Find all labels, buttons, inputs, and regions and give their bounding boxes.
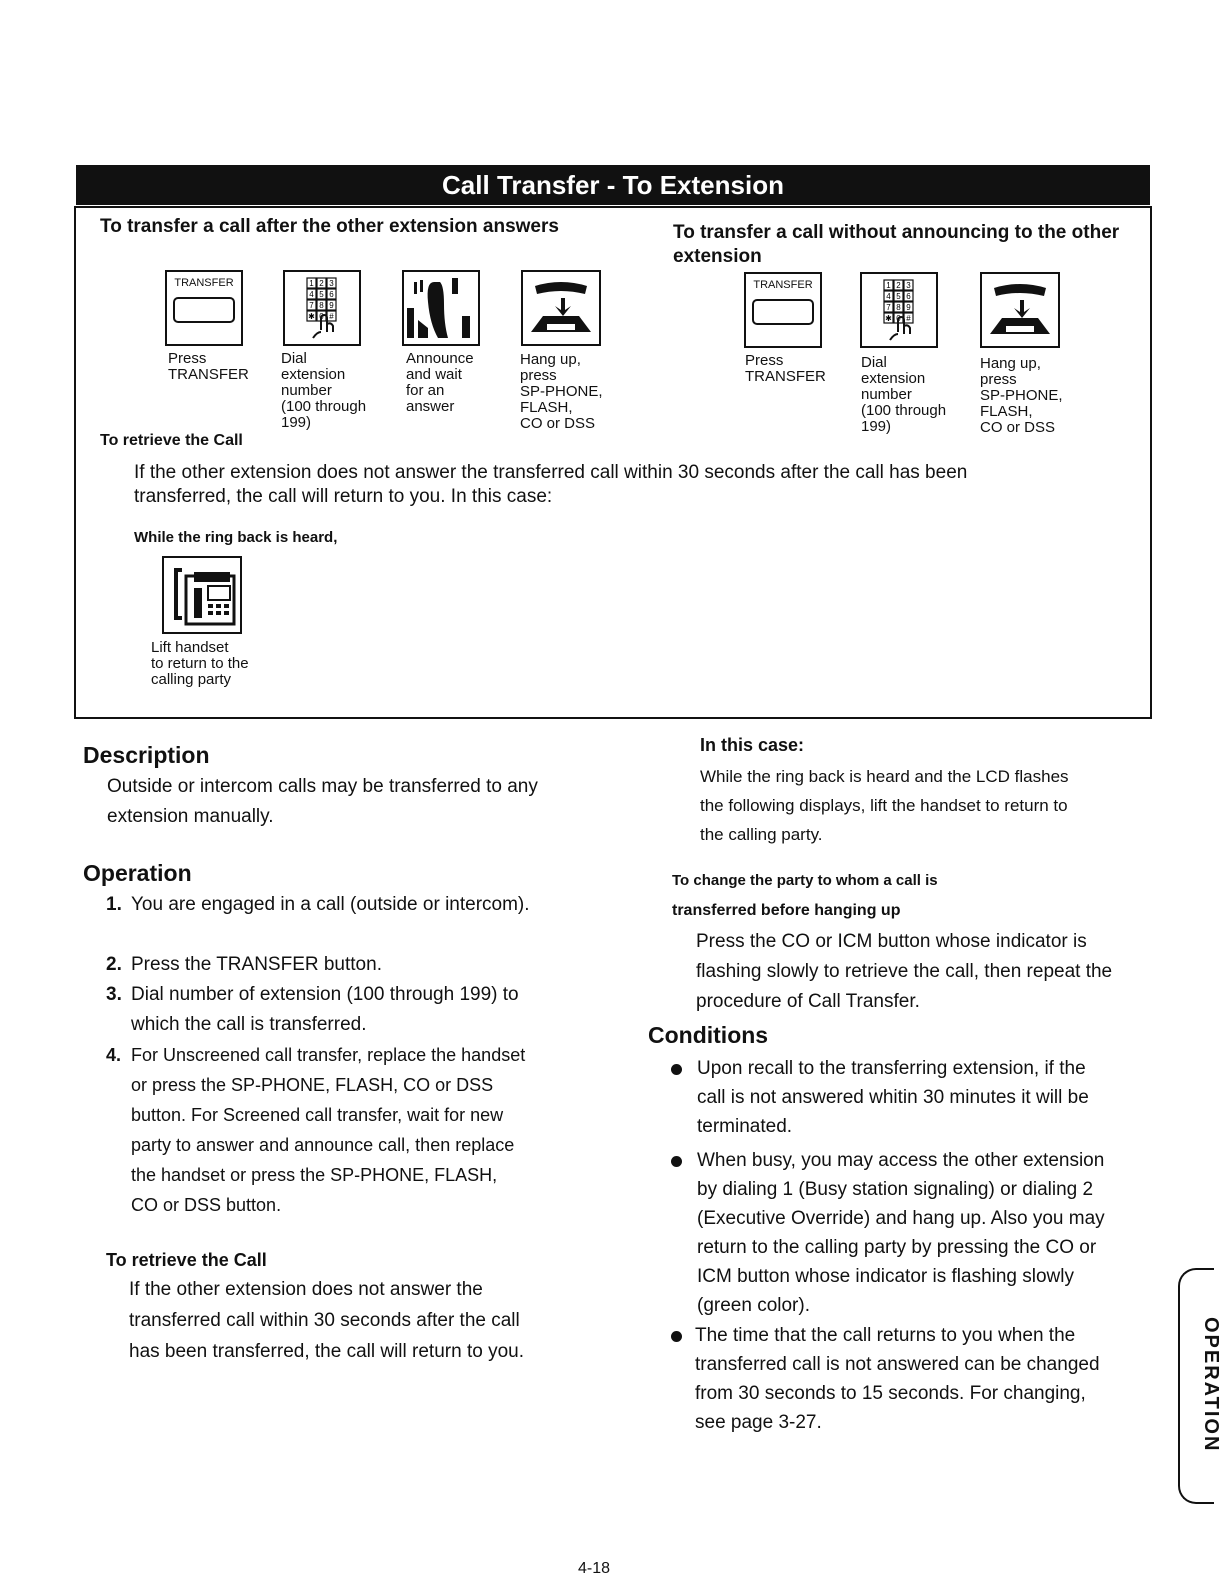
change-party-heading-2: transferred before hanging up	[672, 902, 901, 919]
item-text: For Unscreened call transfer, replace the handset or press the SP-PHONE, FLASH, CO or DSS button. For Screened call transfer, wait for new party to answer and announce call, then replace the handset or press the SP-PHONE, FLASH, CO or DSS button.	[131, 1045, 526, 1215]
hang-up-phone-icon	[521, 270, 601, 346]
keypad-key-label: #	[906, 314, 911, 323]
step-caption: Hang up, press SP-PHONE, FLASH, CO or DSS	[520, 351, 603, 432]
bullet-icon	[671, 1064, 682, 1075]
operation-item	[106, 950, 546, 980]
keypad-key-label: 6	[906, 292, 911, 301]
keypad-key-label: 5	[896, 292, 901, 301]
in-this-case-heading: In this case:	[700, 735, 805, 755]
lift-caption: Lift handset to return to the calling party	[151, 639, 249, 688]
keypad-key-label: 7	[309, 301, 314, 310]
condition-item: When busy, you may access the other extension by dialing 1 (Busy station signaling) or dialing 2 (Executive Override) and hang up. Also you may return to the calling party by pressing the CO or ICM button whose indicator is flashing slowly (green color).	[697, 1150, 1105, 1316]
operation-item	[106, 1040, 526, 1220]
conditions-heading: Conditions	[648, 1022, 769, 1048]
item-number: 4.	[106, 1045, 122, 1065]
keypad-key-label: 1	[309, 279, 314, 288]
retrieve-text: If the other extension does not answer the transferred call within 30 seconds after the call has been transferred, the call will return to you. In this case:	[134, 462, 968, 507]
step-caption: Press TRANSFER	[168, 350, 249, 383]
transfer-button-icon	[165, 270, 243, 346]
condition-item: The time that the call returns to you when the transferred call is not answered can be changed from 30 seconds to 15 seconds. For changing, see page 3-27.	[695, 1325, 1100, 1433]
keypad-key-label: 0	[319, 312, 324, 321]
item-number: 2.	[106, 954, 122, 975]
change-party-heading-1: To change the party to whom a call is	[672, 872, 938, 889]
step-caption: Hang up, press SP-PHONE, FLASH, CO or DSS	[980, 355, 1063, 436]
hang-up-phone-icon	[980, 272, 1060, 348]
keypad-key-label: 9	[329, 301, 334, 310]
keypad-key-label: 4	[886, 292, 891, 301]
left-procedure-heading: To transfer a call after the other extension answers	[100, 216, 559, 237]
page-number: 4-18	[578, 1560, 611, 1577]
description-heading: Description	[83, 742, 210, 768]
item-text: You are engaged in a call (outside or intercom).	[131, 894, 530, 915]
bullet-icon	[671, 1331, 682, 1342]
operation-retrieve-heading: To retrieve the Call	[106, 1250, 267, 1270]
step-caption: Dial extension number (100 through 199)	[861, 354, 947, 435]
item-text: Dial number of extension (100 through 199) to which the call is transferred.	[131, 984, 519, 1035]
step-caption: Press TRANSFER	[745, 352, 826, 385]
step-caption: Dial extension number (100 through 199)	[281, 350, 367, 431]
transfer-key-label: TRANSFER	[753, 279, 813, 291]
operation-item	[106, 980, 536, 1040]
keypad-key-label: 9	[906, 303, 911, 312]
keypad-key-label: ✱	[308, 312, 315, 321]
keypad-key-label: 8	[896, 303, 901, 312]
description-text: Outside or intercom calls may be transferred to any extension manually.	[107, 776, 538, 827]
keypad-key-label: #	[329, 312, 334, 321]
condition-item: Upon recall to the transferring extension, if the call is not answered whitin 30 minutes it will be terminated.	[697, 1058, 1089, 1137]
keypad-key-label: 0	[896, 314, 901, 323]
keypad-key-label: 8	[319, 301, 324, 310]
step-caption: Announce and wait for an answer	[406, 350, 474, 415]
item-number: 3.	[106, 984, 122, 1005]
ringback-note: While the ring back is heard,	[134, 529, 338, 546]
keypad-icon	[283, 270, 361, 346]
transfer-key-label: TRANSFER	[174, 277, 234, 289]
change-party-text: Press the CO or ICM button whose indicator is flashing slowly to retrieve the call, then repeat the procedure of Call Transfer.	[696, 931, 1113, 1012]
keypad-key-label: 6	[329, 290, 334, 299]
keypad-key-label: 3	[329, 279, 334, 288]
item-number: 1.	[106, 894, 122, 915]
operation-retrieve-text: If the other extension does not answer the transferred call within 30 seconds after the call has been transferred, the call will return to you.	[129, 1279, 524, 1362]
bullet-icon	[671, 1156, 682, 1167]
transfer-button-icon	[744, 272, 822, 348]
page-title-banner: Call Transfer - To Extension	[76, 165, 1150, 205]
keypad-key-label: 2	[896, 281, 901, 290]
keypad-key-label: 7	[886, 303, 891, 312]
keypad-key-label: ✱	[885, 314, 892, 323]
operation-item	[106, 890, 546, 920]
keypad-key-label: 4	[309, 290, 314, 299]
lift-handset-icon	[162, 556, 242, 634]
keypad-key-label: 1	[886, 281, 891, 290]
keypad-key-label: 5	[319, 290, 324, 299]
section-tab-label: OPERATION	[1200, 1317, 1222, 1453]
keypad-icon	[860, 272, 938, 348]
keypad-key-label: 2	[319, 279, 324, 288]
in-this-case-text: While the ring back is heard and the LCD flashes the following displays, lift the handset to return to the calling party.	[700, 767, 1069, 844]
talking-people-icon	[402, 270, 480, 346]
operation-heading: Operation	[83, 860, 192, 886]
right-procedure-heading: To transfer a call without announcing to the other extension	[673, 222, 1120, 267]
keypad-key-label: 3	[906, 281, 911, 290]
item-text: Press the TRANSFER button.	[131, 954, 382, 975]
retrieve-heading: To retrieve the Call	[100, 432, 243, 449]
